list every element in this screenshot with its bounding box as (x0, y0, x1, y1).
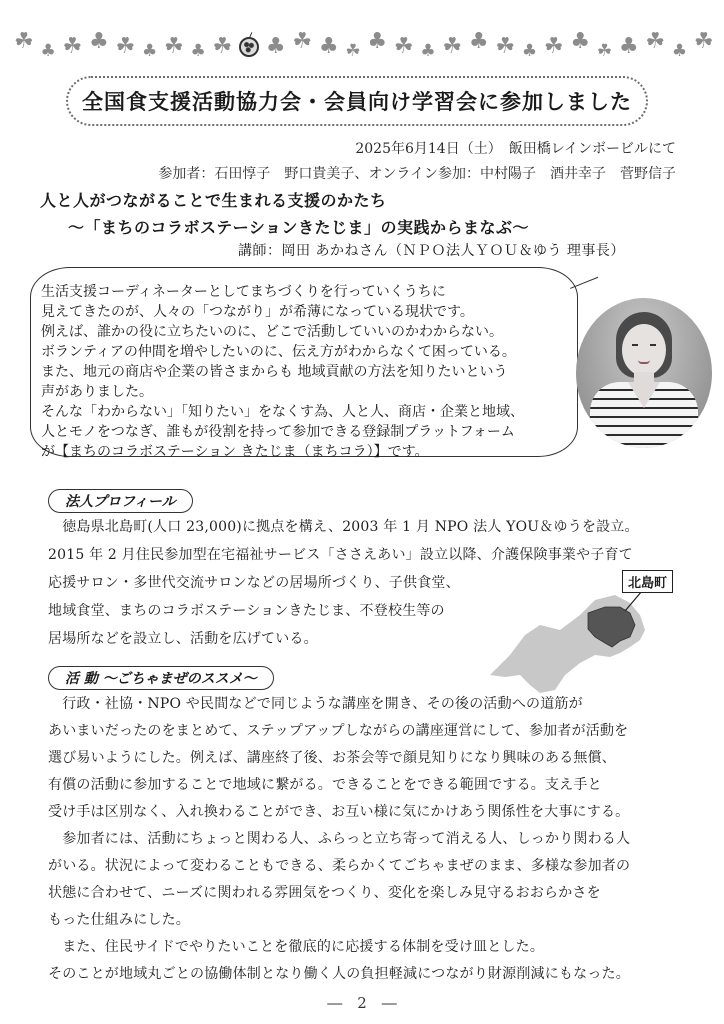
clover-icon: ♣ (420, 40, 436, 61)
activity-line: 受け手は区別なく、入れ換わることができ、お互い様に気にかけあう関係性を大事にする。 (48, 804, 630, 820)
tokushima-map (470, 585, 670, 695)
bubble-line: また、地元の商店や企業の皆さまからも 地域貢献の方法を知りたいという (41, 364, 508, 380)
clover-icon: ♣ (618, 34, 639, 59)
activity-line: あいまいだったのをまとめて、ステップアップしながらの講座運営にして、参加者が活動を (48, 723, 629, 739)
lecture-heading: 人と人がつながることで生まれる支援のかたち (40, 191, 387, 210)
bubble-line: ボランティアの仲間を増やしたいのに、伝え方がわからなくて困っている。 (41, 344, 516, 360)
speech-bubble (30, 267, 578, 460)
activity-line: がいる。状況によって変わることもできる、柔らかくてごちゃまぜのまま、多様な参加者の (48, 858, 631, 874)
profile-line: 徳島県北島町(人口 23,000)に拠点を構え、2003 年 1 月 NPO 法人 YOU＆ゆうを設立。 (48, 519, 639, 535)
clover-icon: ♣ (367, 29, 388, 54)
clover-icon: ☘ (292, 29, 313, 54)
lecture-subheading: ～「まちのコラボステーションきたじま」の実践からまなぶ～ (68, 218, 530, 237)
lecturer-photo (576, 298, 712, 448)
clover-icon: ☘ (495, 34, 516, 59)
bubble-line: 声がありました。 (41, 384, 153, 400)
section-label-activity: 活 動 ～ごちゃまぜのススメ～ (48, 666, 274, 690)
map-label-kitajima: 北島町 (622, 570, 673, 593)
activity-line: 状態に合わせて、ニーズに関われる雰囲気をつくり、変化を楽しみ見守るおおらかさを (48, 885, 601, 901)
activity-line: 参加者には、活動にちょっと関わる人、ふらっと立ち寄って消える人、しっかり関わる人 (48, 831, 631, 847)
activity-line: また、住民サイドでやりたいことを徹底的に応援する体制を受け皿とした。 (48, 939, 545, 955)
clover-icon: ♣ (89, 29, 109, 54)
activity-line: 行政・社協・NPO や民間などで同じような講座を開き、その後の活動への道筋が (48, 696, 583, 712)
clover-icon: ☘ (62, 34, 83, 59)
clover-border-decoration (14, 30, 714, 64)
clover-icon: ☘ (212, 34, 233, 59)
bubble-line: 生活支援コーディネーターとしてまちづくりを行っていくうちに (41, 284, 446, 300)
clover-icon: ♣ (570, 29, 591, 54)
event-date-location: 2025年6月14日（土） 飯田橋レインボービルにて (355, 141, 676, 157)
clover-icon: ☘ (645, 29, 666, 54)
clover-icon: ♣ (521, 40, 538, 61)
clover-icon: ☘ (14, 29, 34, 54)
clover-icon: ♣ (468, 29, 489, 54)
bubble-line: 人とモノをつなぎ、誰もが役割を持って参加できる登録制プラットフォーム (41, 424, 515, 440)
bubble-line: 見えてきたのが、人々の「つながり」が希薄になっている現状です。 (41, 304, 474, 320)
clover-icon: ♣ (671, 40, 688, 61)
clover-icon: ♣ (40, 40, 56, 61)
bubble-line: が【まちのコラボステーション きたじま（まちコラ）】です。 (41, 444, 429, 460)
clover-icon: ☘ (115, 34, 136, 59)
activity-line: 選び易いようにした。例えば、講座終了後、お茶会等で顔見知りになり興味のある無償、 (48, 750, 616, 766)
bubble-line: そんな「わからない」「知りたい」をなくす為、人と人、商店・企業と地域、 (41, 404, 524, 420)
page-title: 全国食支援活動協力会・会員向け学習会に参加しました (82, 90, 632, 114)
activity-line: もった仕組みにした。 (48, 912, 190, 928)
clover-icon: ☘ (393, 34, 414, 59)
clover-icon: ☘ (345, 40, 361, 61)
profile-line: 居場所などを設立し、活動を広げている。 (48, 631, 318, 647)
event-participants: 参加者：石田惇子 野口貴美子、オンライン参加：中村陽子 酒井幸子 菅野信子 (158, 166, 676, 182)
profile-line: 応援サロン・多世代交流サロンなどの居場所づくり、子供食堂、 (48, 575, 460, 591)
clover-icon: ☘ (693, 29, 714, 54)
lecturer-credit: 講師：岡田 あかねさん（ＮＰＯ法人ＹＯＵ＆ゆう 理事長） (238, 243, 625, 259)
section-label-profile: 法人プロフィール (48, 489, 193, 513)
clover-icon: ♣ (142, 40, 158, 61)
bubble-line: 例えば、誰かの役に立ちたいのに、どこで活動していいのかわからない。 (41, 324, 503, 340)
ladybug-icon (239, 37, 259, 57)
clover-icon: ♣ (190, 40, 206, 61)
page-title-box (66, 76, 648, 126)
clover-icon: ☘ (596, 40, 613, 61)
activity-line: 有償の活動に参加することで地域に繋がる。できることをできる範囲でする。支え手と (48, 777, 602, 793)
speech-bubble-tail (570, 277, 604, 303)
clover-icon: ☘ (164, 34, 184, 59)
page-number: ― 2 ― (327, 994, 397, 1012)
clover-icon: ☘ (543, 34, 564, 59)
activity-line: そのことが地域丸ごとの協働体制となり働く人の負担軽減につながり財源削減にもなった。 (48, 966, 630, 982)
profile-line: 2015 年 2 月住民参加型在宅福祉サービス「ささえあい」設立以降、介護保険事業や子育て (48, 547, 633, 563)
clover-icon: ♣ (265, 34, 286, 59)
clover-icon: ♣ (318, 34, 339, 59)
profile-line: 地域食堂、まちのコラボステーションきたじま、不登校生等の (48, 603, 445, 619)
clover-icon: ☘ (442, 34, 463, 59)
